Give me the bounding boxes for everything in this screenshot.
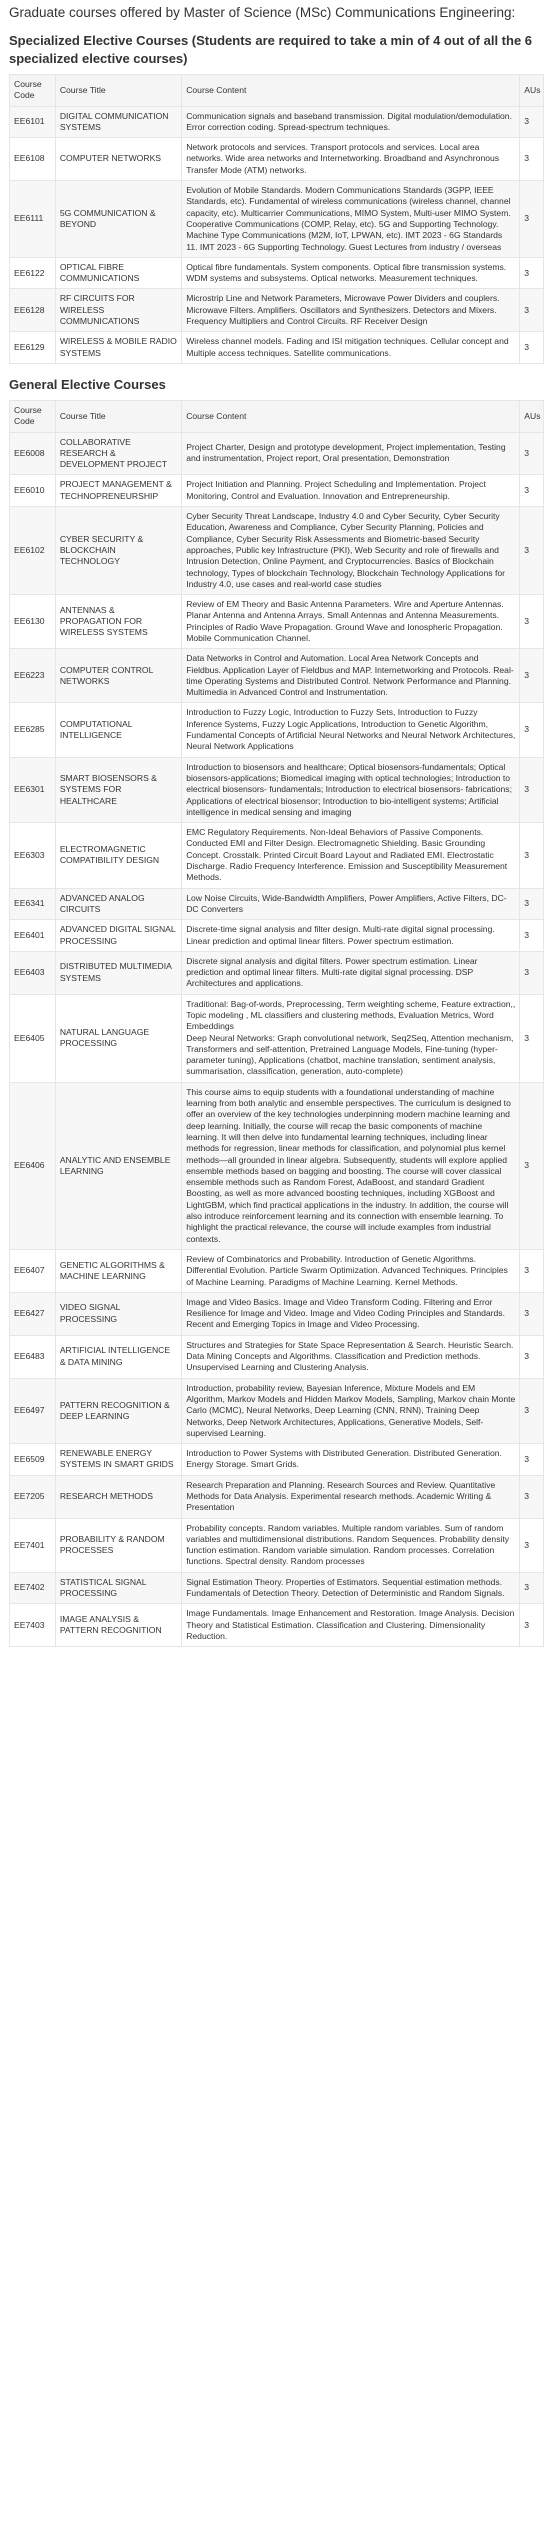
table-row [10,1249,544,1292]
course-title-cell: VIDEO SIGNAL PROCESSING [55,1292,181,1335]
table-header-row [10,75,544,107]
course-title-cell: RF CIRCUITS FOR WIRELESS COMMUNICATIONS [55,289,181,332]
table-row [10,1082,544,1249]
course-aus-cell: 3 [520,289,544,332]
course-content-cell: Signal Estimation Theory. Properties of Estimators. Sequential estimation methods. Fundamentals of Detection Theory. Detection of Deterministic and Random Signals. [182,1572,520,1604]
course-aus-cell: 3 [520,823,544,888]
course-content-cell: Image and Video Basics. Image and Video Transform Coding. Filtering and Error Resilience for Image and Video. Image and Video Coding Principles and Standards. Recent and Emerging Topics in Image and Video Processing. [182,1292,520,1335]
course-aus-cell: 3 [520,1572,544,1604]
course-content-cell: Cyber Security Threat Landscape, Industry 4.0 and Cyber Security, Cyber Security Education, Awareness and Compliance, Cyber Security Planning, Policies and Compliance, Cyber Security Risk Assessments and Biometric-based Security approaches, Public key Infrastructure (PKI), Web Security and role of firewalls and Intrusion Detection, Online Payment, and Cryptocurrencies. Basics of Blockchain technology, Types of blockchain Technology, Blockchain Technology Applications for Industry 4.0, use cases and real-world case studies [182,507,520,595]
course-code-cell: EE6101 [10,106,56,138]
course-aus-cell: 3 [520,703,544,757]
course-aus-cell: 3 [520,257,544,289]
course-code-cell: EE6128 [10,289,56,332]
course-title-cell: COLLABORATIVE RESEARCH & DEVELOPMENT PROJECT [55,432,181,475]
table-header-row [10,400,544,432]
course-code-cell: EE6285 [10,703,56,757]
column-header-aus: AUs [520,75,544,107]
course-aus-cell: 3 [520,432,544,475]
course-code-cell: EE6403 [10,951,56,994]
course-content-cell: Discrete-time signal analysis and filter design. Multi-rate digital signal processing. Linear prediction and optimal linear filters. Power spectrum estimation. [182,920,520,952]
course-aus-cell: 3 [520,138,544,181]
table-row [10,1475,544,1518]
column-header-title: Course Title [55,400,181,432]
general-courses-table [9,400,544,1647]
table-row [10,1604,544,1647]
table-row [10,332,544,364]
specialized-table-body [10,106,544,363]
column-header-aus: AUs [520,400,544,432]
table-row [10,649,544,703]
course-title-cell: WIRELESS & MOBILE RADIO SYSTEMS [55,332,181,364]
table-row [10,138,544,181]
course-aus-cell: 3 [520,1082,544,1249]
course-title-cell: DISTRIBUTED MULTIMEDIA SYSTEMS [55,951,181,994]
course-aus-cell: 3 [520,1444,544,1476]
general-table-body [10,432,544,1647]
course-title-cell: PATTERN RECOGNITION & DEEP LEARNING [55,1378,181,1443]
column-header-content: Course Content [182,400,520,432]
course-title-cell: ADVANCED ANALOG CIRCUITS [55,888,181,920]
table-row [10,475,544,507]
course-content-cell: EMC Regulatory Requirements. Non-Ideal Behaviors of Passive Components. Conducted EMI and Filter Design. Electromagnetic Shielding. Basic Grounding Concept. Crosstalk. Printed Circuit Board Layout and Radiated EMI. Electrostatic Discharge. Radio Frequency Interference. Emission and Susceptibility Measurement Methods. [182,823,520,888]
course-content-cell: Image Fundamentals. Image Enhancement and Restoration. Image Analysis. Decision Theory and Statistical Estimation. Classification and Clustering. Dimensionality Reduction. [182,1604,520,1647]
course-aus-cell: 3 [520,181,544,258]
table-row [10,994,544,1082]
course-aus-cell: 3 [520,1292,544,1335]
course-content-cell: Introduction, probability review, Bayesian Inference, Mixture Models and EM Algorithm, Markov Models and Hidden Markov Models, Sampling, Markov chain Monte Carlo (MCMC), Neural Networks, Deep Learning (CNN, RNN), Training Deep Networks, Deep Network Architectures, Applications, Generative Models, Self-supervised Learning. [182,1378,520,1443]
table-row [10,757,544,822]
course-aus-cell: 3 [520,332,544,364]
course-title-cell: 5G COMMUNICATION & BEYOND [55,181,181,258]
course-aus-cell: 3 [520,1249,544,1292]
course-aus-cell: 3 [520,1604,544,1647]
course-code-cell: EE6008 [10,432,56,475]
table-row [10,432,544,475]
table-row [10,823,544,888]
course-aus-cell: 3 [520,106,544,138]
table-row [10,1572,544,1604]
course-content-cell: Discrete signal analysis and digital filters. Power spectrum estimation. Linear prediction and optimal linear filters. Multi-rate digital signal processing. DSP Architectures and applications. [182,951,520,994]
course-content-cell: Wireless channel models. Fading and ISI mitigation techniques. Cellular concept and Multiple access techniques. Satellite communications. [182,332,520,364]
course-aus-cell: 3 [520,595,544,649]
column-header-code: Course Code [10,75,56,107]
course-code-cell: EE6427 [10,1292,56,1335]
table-row [10,951,544,994]
course-aus-cell: 3 [520,888,544,920]
course-title-cell: RESEARCH METHODS [55,1475,181,1518]
course-code-cell: EE6108 [10,138,56,181]
column-header-code: Course Code [10,400,56,432]
course-content-cell: Optical fibre fundamentals. System components. Optical fibre transmission systems. WDM systems and subsystems. Optical networks. Measurement techniques. [182,257,520,289]
course-code-cell: EE6406 [10,1082,56,1249]
course-title-cell: ARTIFICIAL INTELLIGENCE & DATA MINING [55,1335,181,1378]
course-code-cell: EE6405 [10,994,56,1082]
course-aus-cell: 3 [520,951,544,994]
course-code-cell: EE7403 [10,1604,56,1647]
course-code-cell: EE6010 [10,475,56,507]
course-title-cell: COMPUTATIONAL INTELLIGENCE [55,703,181,757]
table-row [10,1292,544,1335]
course-content-cell: Data Networks in Control and Automation. Local Area Network Concepts and Fieldbus. Application Layer of Fieldbus and MAP. Internetworking and Protocols. Real-time Operating Systems and Distributed Control. Network Performance and Planning. Multimedia in Advanced Control and Instrumentation. [182,649,520,703]
course-code-cell: EE6509 [10,1444,56,1476]
course-code-cell: EE6102 [10,507,56,595]
course-content-cell: Network protocols and services. Transport protocols and services. Local area networks. Wide area networks and Internetworking. Broadband and Asynchronous Transfer Mode (ATM) networks. [182,138,520,181]
course-title-cell: CYBER SECURITY & BLOCKCHAIN TECHNOLOGY [55,507,181,595]
course-aus-cell: 3 [520,1378,544,1443]
course-title-cell: DIGITAL COMMUNICATION SYSTEMS [55,106,181,138]
course-aus-cell: 3 [520,649,544,703]
course-content-cell: Project Initiation and Planning. Project Scheduling and Implementation. Project Monitoring, Control and Evaluation. Innovation and Entrepreneurship. [182,475,520,507]
general-heading: General Elective Courses [9,376,166,392]
course-aus-cell: 3 [520,757,544,822]
table-row [10,703,544,757]
course-title-cell: STATISTICAL SIGNAL PROCESSING [55,1572,181,1604]
course-content-cell: Introduction to Power Systems with Distributed Generation. Distributed Generation. Energy Storage. Smart Grids. [182,1444,520,1476]
course-aus-cell: 3 [520,1518,544,1572]
course-content-cell: Microstrip Line and Network Parameters, Microwave Power Dividers and couplers. Microwave Filters. Amplifiers. Oscillators and Synthesizers. Detectors and Mixers. Frequency Multipliers and Control Circuits. RF Receiver Design [182,289,520,332]
course-title-cell: ELECTROMAGNETIC COMPATIBILITY DESIGN [55,823,181,888]
course-code-cell: EE6303 [10,823,56,888]
course-content-cell: Review of EM Theory and Basic Antenna Parameters. Wire and Aperture Antennas. Planar Antenna and Antenna Arrays. Small Antennas and Antenna Measurements. Principles of Radio Wave Propagation. Ground Wave and Ionospheric Propagation. Mobile Communication Channel. [182,595,520,649]
course-content-cell: This course aims to equip students with a foundational understanding of machine learning from both analytic and ensemble perspectives. The curriculum is designed to offer an overview of the key technologies underpinning modern machine learning and deep learning. Initially, the course will recap the basic components of machine learning. It will then delve into fundamental learning techniques, including linear methods for regression, linear methods for classification, and polynomial plus kernel methods—all grounded in linear algebra. Subsequently, students will explore applied ensemble methods based on bagging and boosting. The course will cover classical ensemble methods such as Random Forest, AdaBoost, and standard Gradient Boosting, as well as more advanced boosting techniques, including XGBoost and LightGBM, which find practical applications in the industry. In addition, the course will also introduce reinforcement learning and its connection with ensemble learning. To highlight the practical relevance, the course will include examples from industrial contexts. [182,1082,520,1249]
table-row [10,1378,544,1443]
course-code-cell: EE6129 [10,332,56,364]
course-code-cell: EE7205 [10,1475,56,1518]
course-title-cell: PROJECT MANAGEMENT & TECHNOPRENEURSHIP [55,475,181,507]
course-title-cell: COMPUTER CONTROL NETWORKS [55,649,181,703]
course-title-cell: ADVANCED DIGITAL SIGNAL PROCESSING [55,920,181,952]
course-title-cell: PROBABILITY & RANDOM PROCESSES [55,1518,181,1572]
course-content-cell: Introduction to biosensors and healthcare; Optical biosensors-fundamentals; Optical biosensors-applications; Biomedical imaging with optical technologies; Introduction to electrical biosensors- fundamentals; Introduction to electrical biosensors- fabrications; Applications of electrical biosensor; Introduction to bio-intelligent systems; Artificial intelligence in medical sensing and imaging [182,757,520,822]
course-code-cell: EE6301 [10,757,56,822]
course-code-cell: EE6122 [10,257,56,289]
course-code-cell: EE6341 [10,888,56,920]
course-code-cell: EE6497 [10,1378,56,1443]
course-aus-cell: 3 [520,475,544,507]
table-row [10,181,544,258]
course-title-cell: GENETIC ALGORITHMS & MACHINE LEARNING [55,1249,181,1292]
course-content-cell: Traditional: Bag-of-words, Preprocessing, Term weighting scheme, Feature extraction,, Topic modeling , ML classifiers and clustering methods, Evaluation Metrics, Word Embeddings Deep Neural Networks: Graph convolutional network, Seq2Seq, Attention mechanism, Transformers and self-attention, Pretrained Language Models, Fine-tuning (hyper-parameter tuning), Applications (chatbot, machine translation, sentiment analysis, summarisation, classification, generation, auto-complete) [182,994,520,1082]
course-title-cell: COMPUTER NETWORKS [55,138,181,181]
table-row [10,595,544,649]
table-row [10,888,544,920]
course-content-cell: Communication signals and baseband transmission. Digital modulation/demodulation. Error correction coding. Spread-spectrum techniques. [182,106,520,138]
course-code-cell: EE7401 [10,1518,56,1572]
course-title-cell: ANALYTIC AND ENSEMBLE LEARNING [55,1082,181,1249]
specialized-courses-table [9,74,544,364]
table-row [10,1518,544,1572]
course-title-cell: ANTENNAS & PROPAGATION FOR WIRELESS SYSTEMS [55,595,181,649]
course-aus-cell: 3 [520,1475,544,1518]
table-row [10,1444,544,1476]
course-aus-cell: 3 [520,507,544,595]
course-title-cell: NATURAL LANGUAGE PROCESSING [55,994,181,1082]
course-code-cell: EE6223 [10,649,56,703]
table-row [10,920,544,952]
column-header-content: Course Content [182,75,520,107]
course-code-cell: EE6407 [10,1249,56,1292]
page-title: Graduate courses offered by Master of Science (MSc) Communications Engineering: [9,5,516,20]
course-code-cell: EE6401 [10,920,56,952]
course-title-cell: OPTICAL FIBRE COMMUNICATIONS [55,257,181,289]
specialized-heading: Specialized Elective Courses (Students are required to take a min of 4 out of all the 6 specialized elective courses) [9,33,533,66]
course-title-cell: IMAGE ANALYSIS & PATTERN RECOGNITION [55,1604,181,1647]
course-title-cell: SMART BIOSENSORS & SYSTEMS FOR HEALTHCARE [55,757,181,822]
course-aus-cell: 3 [520,1335,544,1378]
table-row [10,257,544,289]
course-content-cell: Low Noise Circuits, Wide-Bandwidth Amplifiers, Power Amplifiers, Active Filters, DC-DC Converters [182,888,520,920]
table-row [10,1335,544,1378]
course-content-cell: Evolution of Mobile Standards. Modern Communications Standards (3GPP, IEEE Standards, etc). Fundamental of wireless communications (wireless channel, channel capacity, etc). Multicarrier Communications, MIMO System, Multi-user MIMO System. Cooperative Communications (COMP, Relay, etc). 5G and Supporting Technology. Machine Type Communications (M2M, IoT, LPWAN, etc). IMT 2023 - 6G Standards 11. IMT 2023 - 6G Supporting Technology. Guest Lectures from industry / overseas [182,181,520,258]
course-content-cell: Review of Combinatorics and Probability. Introduction of Genetic Algorithms. Differential Evolution. Particle Swarm Optimization. Advanced Techniques. Principles of Machine Learning. Paradigms of Machine Learning. Kernel Methods. [182,1249,520,1292]
column-header-title: Course Title [55,75,181,107]
course-content-cell: Research Preparation and Planning. Research Sources and Review. Quantitative Methods for Data Analysis. Experimental research methods. Academic Writing & Presentation [182,1475,520,1518]
course-aus-cell: 3 [520,994,544,1082]
course-content-cell: Introduction to Fuzzy Logic, Introduction to Fuzzy Sets, Introduction to Fuzzy Inference Systems, Fuzzy Logic Applications, Introduction to Genetic Algorithm, Fundamental Concepts of Artificial Neural Networks and Neural Network Architectures, Neural Network Applications [182,703,520,757]
course-content-cell: Project Charter, Design and prototype development, Project implementation, Testing and instrumentation, Project report, Oral presentation, Demonstration [182,432,520,475]
table-row [10,289,544,332]
course-title-cell: RENEWABLE ENERGY SYSTEMS IN SMART GRIDS [55,1444,181,1476]
course-content-cell: Structures and Strategies for State Space Representation & Search. Heuristic Search. Data Mining Concepts and Algorithms. Classification and Prediction methods. Unsupervised Learning and Clustering Analysis. [182,1335,520,1378]
course-code-cell: EE6130 [10,595,56,649]
course-code-cell: EE6111 [10,181,56,258]
table-row [10,507,544,595]
course-code-cell: EE7402 [10,1572,56,1604]
table-row [10,106,544,138]
course-aus-cell: 3 [520,920,544,952]
course-content-cell: Probability concepts. Random variables. Multiple random variables. Sum of random variables and multidimensional distributions. Random Sequences. Probability density function estimation. Random variable simulation. Random processes. Correlation functions. Spectral density. Random processes [182,1518,520,1572]
course-code-cell: EE6483 [10,1335,56,1378]
